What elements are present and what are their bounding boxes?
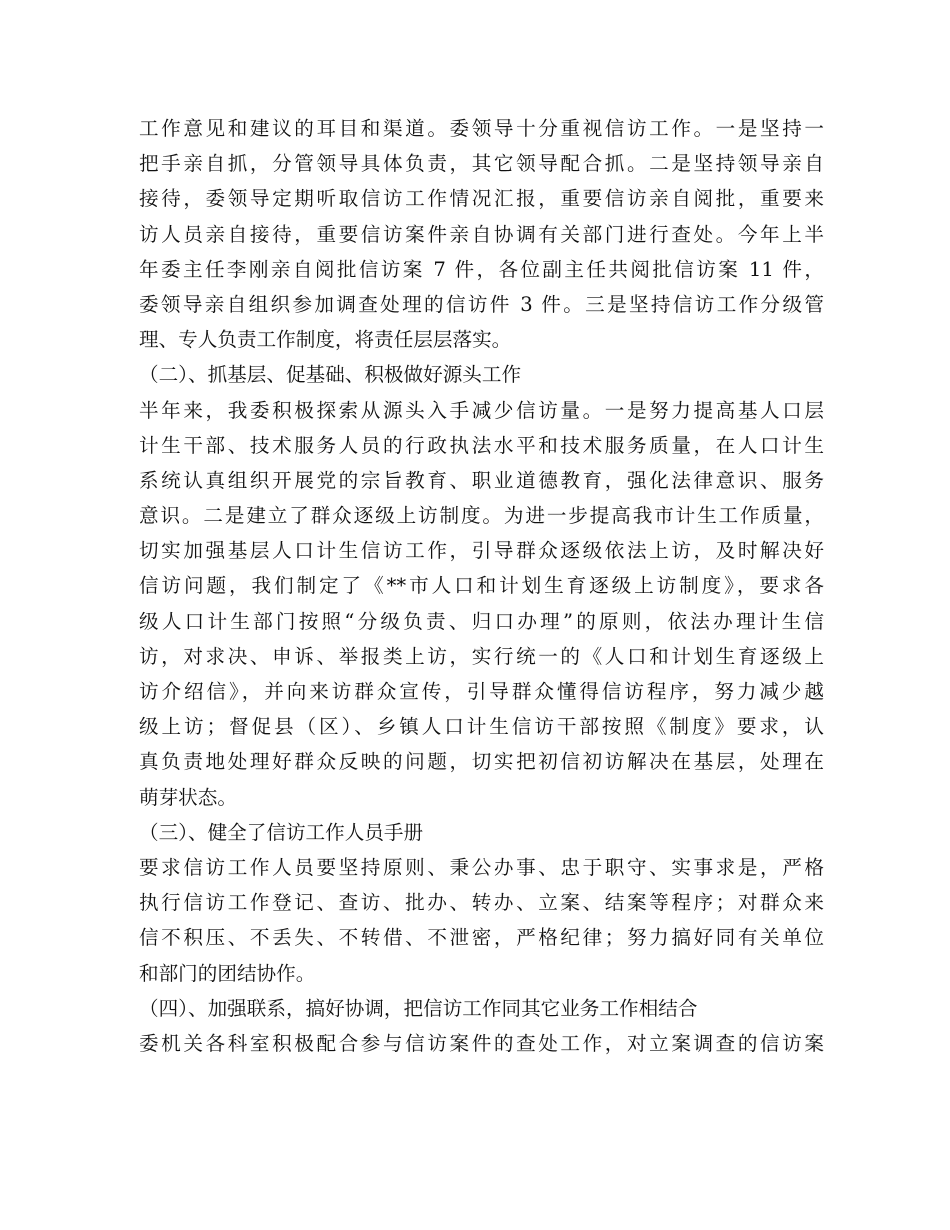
document-line: （三）、健全了信访工作人员手册	[139, 820, 424, 844]
document-line: 工作意见和建议的耳目和渠道。委领导十分重视信访工作。一是坚持一	[139, 117, 824, 140]
document-line: 计生干部、技术服务人员的行政执法水平和技术服务质量，在人口计生	[139, 433, 824, 457]
document-line: 萌芽状态。	[139, 785, 237, 809]
document-line: 信不积压、不丢失、不转借、不泄密，严格纪律；努力搞好同有关单位	[139, 926, 824, 950]
document-line: 年委主任李刚亲自阅批信访案 7 件，各位副主任共阅批信访案 11 件，	[139, 257, 824, 281]
document-line: 意识。二是建立了群众逐级上访制度。为进一步提高我市计生工作质量，	[139, 504, 824, 528]
document-line: 级上访；督促县（区）、乡镇人口计生信访干部按照《制度》要求，认	[139, 715, 824, 739]
document-line: 把手亲自抓，分管领导具体负责，其它领导配合抓。二是坚持领导亲自	[139, 152, 824, 176]
document-line: 委领导亲自组织参加调查处理的信访件 3 件。三是坚持信访工作分级管	[139, 292, 824, 316]
document-line: 理、专人负责工作制度，将责任层层落实。	[139, 328, 512, 352]
document-line: 切实加强基层人口计生信访工作，引导群众逐级依法上访，及时解决好	[139, 539, 824, 563]
document-line: 和部门的团结协作。	[139, 961, 316, 985]
document-line: （二）、抓基层、促基础、积极做好源头工作	[139, 363, 522, 387]
document-line: 要求信访工作人员要坚持原则、秉公办事、忠于职守、实事求是，严格	[139, 855, 824, 879]
document-line: 访介绍信》，并向来访群众宣传，引导群众懂得信访程序，努力减少越	[139, 680, 824, 703]
document-body	[139, 111, 824, 1061]
document-line: 执行信访工作登记、查访、批办、转办、立案、结案等程序；对群众来	[139, 891, 824, 915]
document-line: 访人员亲自接待，重要信访案件亲自协调有关部门进行查处。今年上半	[139, 222, 824, 246]
document-line: 委机关各科室积极配合参与信访案件的查处工作，对立案调查的信访案	[139, 1031, 824, 1055]
document-line: 系统认真组织开展党的宗旨教育、职业道德教育，强化法律意识、服务	[139, 468, 824, 492]
document-line: 访，对求决、申诉、举报类上访，实行统一的《人口和计划生育逐级上	[139, 644, 824, 668]
document-line: 级人口计生部门按照“分级负责、归口办理”的原则，依法办理计生信	[139, 609, 824, 633]
document-line: （四）、加强联系，搞好协调，把信访工作同其它业务工作相结合	[139, 996, 698, 1020]
document-line: 信访问题，我们制定了《**市人口和计划生育逐级上访制度》，要求各	[139, 574, 824, 598]
document-line: 半年来，我委积极探索从源头入手减少信访量。一是努力提高基人口层	[139, 398, 824, 422]
document-line: 接待，委领导定期听取信访工作情况汇报，重要信访亲自阅批，重要来	[139, 187, 824, 211]
document-line: 真负责地处理好群众反映的问题，切实把初信初访解决在基层，处理在	[139, 750, 824, 774]
